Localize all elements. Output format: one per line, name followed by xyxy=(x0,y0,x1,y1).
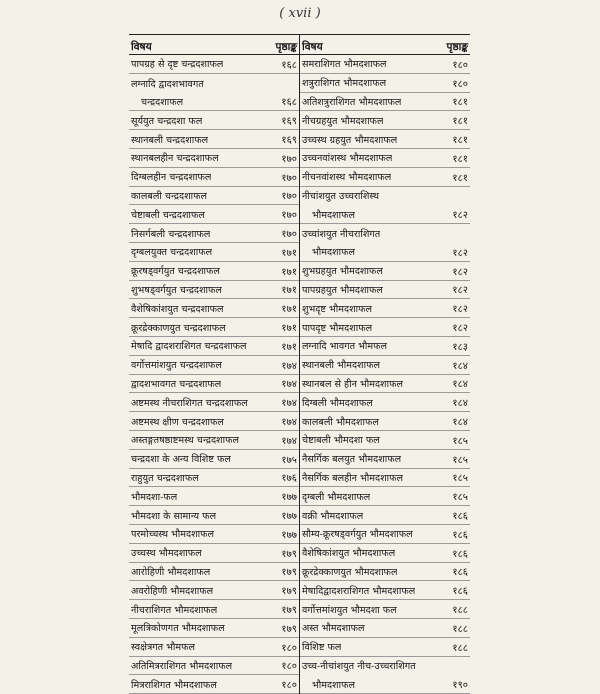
toc-entry-page: १८२ xyxy=(452,266,468,278)
toc-entry-page: १८५ xyxy=(452,492,468,504)
toc-entry-title: भौमदशा-फल xyxy=(131,491,178,503)
toc-entry xyxy=(129,600,299,619)
toc-entry xyxy=(300,299,470,318)
toc-entry-page: १८० xyxy=(452,78,468,90)
toc-entry xyxy=(300,450,470,469)
toc-entry-title: नीचग्रहयुत भौमदशाफल xyxy=(302,115,384,127)
toc-entry xyxy=(129,111,299,130)
toc-entry-page: १८० xyxy=(281,661,297,673)
toc-entry xyxy=(300,337,470,356)
toc-entry xyxy=(129,544,299,563)
toc-entry-page: १८८ xyxy=(452,642,468,654)
page-header: पृष्ठाङ्क xyxy=(275,41,297,53)
toc-entry-page: १८६ xyxy=(452,586,468,598)
toc-entry-page: १८४ xyxy=(452,360,468,372)
toc-entry-title: परमोच्चस्थ भौमदशाफल xyxy=(131,529,214,541)
toc-entry-page: १८५ xyxy=(452,435,468,447)
toc-entry-title: स्थानबली चन्द्रदशाफल xyxy=(131,134,209,146)
toc-entry-title: स्थानबली भौमदशाफल xyxy=(302,360,380,372)
toc-entry-title: चन्द्रदशा के अन्य विशिष्ट फल xyxy=(131,454,231,466)
toc-entry-page: १८३ xyxy=(452,341,468,353)
toc-entry-page: १६८ xyxy=(281,97,297,109)
subject-header: विषय xyxy=(131,41,152,53)
toc-entry xyxy=(300,224,470,243)
toc-entry xyxy=(129,130,299,149)
toc-entry-title: पापग्रहयुत भौमदशाफल xyxy=(302,284,383,296)
toc-entry-title: समराशिगत भौमदशाफल xyxy=(302,59,387,71)
toc-entry xyxy=(129,224,299,243)
toc-entry xyxy=(300,657,470,676)
toc-entry-title: भौमदशाफल xyxy=(312,209,355,221)
toc-entry xyxy=(300,74,470,93)
toc-entry-title: अस्त भौमदशाफल xyxy=(302,623,365,635)
toc-entry xyxy=(129,55,299,74)
toc-entry-title: दिग्बलहीन चन्द्रदशाफल xyxy=(131,172,212,184)
toc-entry-title: अष्टमस्थ क्षीण चन्द्रदशाफल xyxy=(131,416,224,428)
toc-entry xyxy=(300,375,470,394)
toc-entry-title: चेष्टाबली भौमदशा फल xyxy=(302,435,380,447)
toc-entry xyxy=(129,563,299,582)
toc-entry xyxy=(129,318,299,337)
toc-entry-page: १७९ xyxy=(281,567,297,579)
toc-entry-title: भौमदशाफल xyxy=(312,679,355,691)
toc-entry-page: १७४ xyxy=(281,398,297,410)
toc-entry-title: सूर्ययुत चन्द्रदशा फल xyxy=(131,115,203,127)
toc-entry-title: अतिमित्रराशिगत भौमदशाफल xyxy=(131,660,233,672)
toc-entry-page: १७१ xyxy=(281,247,297,259)
toc-entry xyxy=(129,262,299,281)
toc-entry-page: १८६ xyxy=(452,567,468,579)
toc-right-header xyxy=(300,35,470,55)
toc-entry xyxy=(300,563,470,582)
toc-entry xyxy=(129,243,299,262)
toc-entry xyxy=(129,281,299,300)
toc-entry xyxy=(300,130,470,149)
toc-entry-title: नैसर्गिक बलयुत भौमदशाफल xyxy=(302,454,402,466)
toc-entry xyxy=(129,337,299,356)
toc-entry-title: वैशेषिकांशयुत भौमदशाफल xyxy=(302,548,396,560)
toc-entry-page: १८४ xyxy=(452,379,468,391)
toc-entry xyxy=(129,581,299,600)
toc-entry-title: उच्चांशयुत नीचराशिगत xyxy=(302,229,381,241)
toc-entry-title: दिग्बली भौमदशाफल xyxy=(302,397,373,409)
toc-entry-title: शुभदृष्ट भौमदशाफल xyxy=(302,303,372,315)
toc-entry-page: १८८ xyxy=(452,605,468,616)
toc-entry xyxy=(300,619,470,638)
toc-entry xyxy=(129,450,299,469)
subject-header: विषय xyxy=(302,41,323,53)
toc-entry-page: १७४ xyxy=(281,360,297,372)
toc-right-rows xyxy=(300,55,470,694)
toc-entry xyxy=(300,187,470,206)
toc-entry xyxy=(300,168,470,187)
toc-entry-page: १८५ xyxy=(452,473,468,485)
toc-left-column xyxy=(129,35,299,694)
toc-entry-page: १८६ xyxy=(452,511,468,523)
toc-entry xyxy=(300,356,470,375)
toc-entry xyxy=(129,356,299,375)
toc-entry-page: १८१ xyxy=(452,116,468,128)
toc-entry-title: अष्टमस्थ नीचराशिगत चन्द्रदशाफल xyxy=(131,397,248,409)
toc-entry-page: १८२ xyxy=(452,285,468,297)
toc-entry-page: १८२ xyxy=(452,210,468,222)
toc-entry-page: १८४ xyxy=(452,417,468,429)
toc-entry-title: कालबली भौमदशाफल xyxy=(302,416,379,428)
toc-entry xyxy=(300,205,470,224)
toc-entry-title: सौम्य-क्रूरषड्वर्गयुत भौमदशाफल xyxy=(302,529,413,541)
toc-entry-title: मेषादिद्वादशराशिगत भौमदशाफल xyxy=(302,585,416,597)
toc-entry xyxy=(300,262,470,281)
toc-entry xyxy=(300,506,470,525)
toc-entry-page: १७४ xyxy=(281,379,297,391)
toc-entry-title: मेषादि द्वादशराशिगत चन्द्रदशाफल xyxy=(131,341,247,353)
toc-entry-page: १८० xyxy=(452,59,468,71)
toc-entry-title: शुभग्रहयुत भौमदशाफल xyxy=(302,266,383,278)
toc-entry xyxy=(300,469,470,488)
toc-entry xyxy=(129,525,299,544)
toc-entry-title: क्रूरद्रेक्काणयुत भौमदशाफल xyxy=(302,566,398,578)
toc-entry xyxy=(129,675,299,694)
toc-entry xyxy=(129,299,299,318)
toc-entry-page: १७६ xyxy=(281,473,297,485)
toc-entry-page: १८१ xyxy=(452,135,468,147)
toc-entry xyxy=(129,487,299,506)
toc-entry xyxy=(129,619,299,638)
toc-entry xyxy=(129,187,299,206)
toc-entry-page: १८६ xyxy=(452,529,468,541)
toc-entry xyxy=(129,431,299,450)
toc-entry-title: अवरोहिणी भौमदशाफल xyxy=(131,585,214,597)
toc-entry-page: १७९ xyxy=(281,586,297,598)
toc-entry xyxy=(300,581,470,600)
toc-entry xyxy=(300,412,470,431)
toc-entry-page: १८२ xyxy=(452,323,468,335)
toc-left-header xyxy=(129,35,299,55)
toc-entry-page: १७९ xyxy=(281,623,297,635)
toc-entry-title: शत्रुराशिगत भौमदशाफल xyxy=(302,78,387,90)
toc-entry-page: १७० xyxy=(281,229,297,241)
toc-entry-page: १६९ xyxy=(281,116,297,128)
toc-entry-page: १६९ xyxy=(281,135,297,147)
toc-entry xyxy=(129,393,299,412)
toc-entry-title: कालबली चन्द्रदशाफल xyxy=(131,190,208,202)
toc-entry xyxy=(300,525,470,544)
toc-entry xyxy=(300,675,470,694)
toc-entry-page: १६८ xyxy=(281,59,297,71)
toc-entry xyxy=(300,111,470,130)
toc-entry-page: १७७ xyxy=(281,492,297,504)
toc-entry-title: अस्तङ्गतषष्ठाष्टमस्थ चन्द्रदशाफल xyxy=(131,435,239,447)
toc-entry xyxy=(129,93,299,112)
toc-entry-title: उच्चस्थ भौमदशाफल xyxy=(131,548,202,560)
toc-entry-title: उच्च-नीचांशयुत नीच-उच्चराशिगत xyxy=(302,661,416,673)
toc-entry-title: नीचराशिगत भौमदशाफल xyxy=(131,604,218,616)
toc-entry xyxy=(300,600,470,619)
toc-entry xyxy=(129,657,299,676)
toc-entry xyxy=(300,487,470,506)
toc-entry-title: स्वक्षेत्रगत भौमफल xyxy=(131,642,196,654)
toc-entry-page: १८२ xyxy=(452,247,468,259)
toc-entry-title: मूलत्रिकोणगत भौमदशाफल xyxy=(131,623,225,635)
toc-entry-title: वर्गोत्तमांशयुत चन्द्रदशाफल xyxy=(131,360,222,372)
toc-entry-page: १७४ xyxy=(281,435,297,447)
toc-entry-title: चन्द्रदशाफल xyxy=(141,96,184,108)
toc-entry-title: भौमदशा के सामान्य फल xyxy=(131,510,217,522)
toc-entry-page: १७९ xyxy=(281,605,297,616)
toc-entry-page: १८१ xyxy=(452,153,468,165)
toc-entry-page: १७७ xyxy=(281,511,297,523)
toc-entry-title: अतिशत्रुराशिगत भौमदशाफल xyxy=(302,96,402,108)
toc-entry-title: वर्गोत्तमांशयुत भौमदशा फल xyxy=(302,604,397,616)
toc-entry-page: १७७ xyxy=(281,529,297,541)
toc-entry-page: १७१ xyxy=(281,266,297,278)
toc-entry xyxy=(129,469,299,488)
toc-entry xyxy=(129,149,299,168)
toc-entry-title: क्रूरद्रेक्काणयुत चन्द्रदशाफल xyxy=(131,322,226,334)
toc-entry-title: द्वादशभावगत चन्द्रदशाफल xyxy=(131,378,222,390)
toc-entry-title: राहुयुत चन्द्रदशाफल xyxy=(131,472,199,484)
toc-entry-title: वैशेषिकांशयुत चन्द्रदशाफल xyxy=(131,303,224,315)
toc-entry xyxy=(300,393,470,412)
toc-entry-page: १७० xyxy=(281,153,297,165)
toc-entry xyxy=(300,243,470,262)
toc-entry-page: १८६ xyxy=(452,548,468,560)
toc-entry-title: लग्नादि भावगत भौमफल xyxy=(302,341,387,353)
toc-entry xyxy=(129,638,299,657)
toc-entry-title: चेष्टाबली चन्द्रदशाफल xyxy=(131,209,205,221)
toc-entry-title: पापग्रह से दृष्ट चन्द्रदशाफल xyxy=(131,59,224,71)
toc-entry-title: नैसर्गिक बलहीन भौमदशाफल xyxy=(302,472,404,484)
toc-entry xyxy=(300,638,470,657)
page-number: ( xvii ) xyxy=(279,6,321,21)
toc-entry-page: १७१ xyxy=(281,304,297,316)
toc-entry-page: १८१ xyxy=(452,172,468,184)
toc-entry-title: लग्नादि द्वादशभावगत xyxy=(131,78,204,90)
toc-entry-title: उच्चस्थ ग्रहयुत भौमदशाफल xyxy=(302,134,398,146)
toc-entry-page: १७० xyxy=(281,191,297,203)
toc-entry-page: १८० xyxy=(281,680,297,692)
table-of-contents xyxy=(129,34,470,694)
toc-entry-page: १७० xyxy=(281,172,297,184)
toc-entry-title: नीचनवांशस्थ भौमदशाफल xyxy=(302,172,392,184)
toc-right-column xyxy=(299,35,470,694)
toc-entry-title: पापदृष्ट भौमदशाफल xyxy=(302,322,373,334)
toc-entry-page: १८० xyxy=(281,642,297,654)
toc-entry-page: १८५ xyxy=(452,454,468,466)
toc-entry xyxy=(300,93,470,112)
toc-entry-title: आरोहिणी भौमदशाफल xyxy=(131,566,211,578)
toc-entry-page: १८४ xyxy=(452,398,468,410)
toc-entry-page: १७४ xyxy=(281,417,297,429)
toc-entry-title: वक्री भौमदशाफल xyxy=(302,510,364,522)
toc-entry-page: १७१ xyxy=(281,285,297,297)
toc-entry-title: क्रूरषड्वर्गयुत चन्द्रदशाफल xyxy=(131,266,220,278)
toc-entry-title: विशिष्ट फल xyxy=(302,642,342,654)
toc-entry xyxy=(129,168,299,187)
toc-entry-page: १८१ xyxy=(452,97,468,109)
page-header: पृष्ठाङ्क xyxy=(446,41,468,53)
toc-entry-title: स्थानबलहीन चन्द्रदशाफल xyxy=(131,153,219,165)
toc-left-rows xyxy=(129,55,299,694)
toc-entry xyxy=(300,149,470,168)
toc-entry-page: १९० xyxy=(452,680,468,692)
toc-entry-title: नीचांशयुत उच्चराशिस्थ xyxy=(302,191,380,203)
toc-entry xyxy=(129,506,299,525)
toc-entry-title: मित्रराशिगत भौमदशाफल xyxy=(131,679,217,691)
toc-entry-title: दृग्बली भौमदशाफल xyxy=(302,491,371,503)
toc-entry xyxy=(300,544,470,563)
toc-entry xyxy=(300,281,470,300)
toc-entry-title: उच्चनवांशस्थ भौमदशाफल xyxy=(302,153,393,165)
toc-entry xyxy=(300,55,470,74)
toc-entry xyxy=(300,431,470,450)
toc-entry-page: १८२ xyxy=(452,304,468,316)
toc-entry-page: १७१ xyxy=(281,341,297,353)
toc-entry xyxy=(129,205,299,224)
toc-entry-title: स्थानबल से हीन भौमदशाफल xyxy=(302,378,403,390)
toc-entry-page: १८८ xyxy=(452,623,468,635)
toc-entry xyxy=(129,412,299,431)
toc-entry-title: दृग्बलयुक्त चन्द्रदशाफल xyxy=(131,247,213,259)
toc-entry xyxy=(129,375,299,394)
toc-entry-page: १७५ xyxy=(281,454,297,466)
toc-entry-title: भौमदशाफल xyxy=(312,247,355,259)
toc-entry-title: शुभषड्वर्गयुत चन्द्रदशाफल xyxy=(131,284,222,296)
toc-entry xyxy=(129,74,299,93)
toc-entry xyxy=(300,318,470,337)
toc-entry-page: १७१ xyxy=(281,323,297,335)
toc-entry-page: १७० xyxy=(281,210,297,222)
toc-entry-title: निसर्गबली चन्द्रदशाफल xyxy=(131,228,211,240)
toc-entry-page: १७९ xyxy=(281,548,297,560)
